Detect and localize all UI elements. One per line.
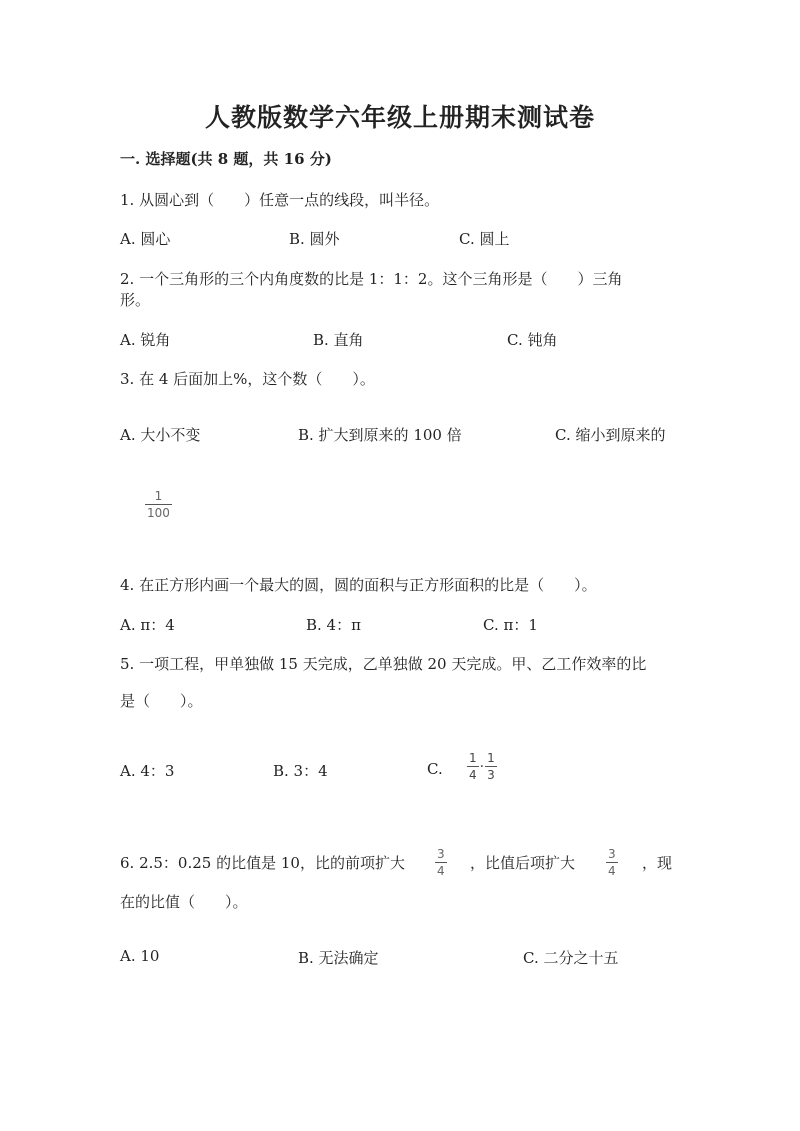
question-5-option-a[interactable]: A. 4：3: [120, 762, 175, 780]
fraction-denominator: 100: [147, 506, 170, 520]
fraction-numerator: 1: [154, 489, 163, 503]
question-6-option-b[interactable]: B. 无法确定: [298, 949, 379, 967]
question-6-fraction-1: [435, 848, 447, 877]
question-4-text: 4. 在正方形内画一个最大的圆，圆的面积与正方形面积的比是（ ）。: [120, 576, 597, 594]
fraction-numerator: 1: [487, 751, 495, 765]
question-3-option-a[interactable]: A. 大小不变: [120, 426, 201, 444]
fraction-denominator: 4: [437, 864, 445, 878]
fraction-numerator: 3: [608, 847, 616, 861]
fraction-one-quarter: [467, 752, 479, 781]
question-6-text-part1: 6. 2.5：0.25 的比值是 10，比的前项扩大: [120, 854, 405, 872]
page-title: 人教版数学六年级上册期末测试卷: [204, 103, 595, 132]
question-5-text-line2: 是（ ）。: [120, 692, 203, 710]
question-1-option-c[interactable]: C. 圆上: [459, 230, 510, 248]
question-3-text: 3. 在 4 后面加上%，这个数（ ）。: [120, 370, 375, 388]
question-6-fraction-2: [606, 848, 618, 877]
fraction-denominator: 4: [608, 864, 616, 878]
question-5-option-b[interactable]: B. 3：4: [273, 762, 328, 780]
fraction-denominator: 3: [487, 768, 495, 782]
question-3-option-c[interactable]: C. 缩小到原来的: [555, 426, 666, 444]
question-5-text-line1: 5. 一项工程，甲单独做 15 天完成，乙单独做 20 天完成。甲、乙工作效率的比: [120, 655, 647, 673]
question-2-option-c[interactable]: C. 钝角: [507, 331, 558, 349]
question-3-option-c-fraction: [145, 490, 172, 519]
question-1-option-b[interactable]: B. 圆外: [289, 230, 340, 248]
question-6-text-part2: ，比值后项扩大: [470, 854, 576, 872]
question-4-option-b[interactable]: B. 4：π: [306, 616, 361, 634]
question-2-text-line1: 2. 一个三角形的三个内角度数的比是 1：1：2。这个三角形是（ ）三角: [120, 270, 623, 288]
question-4-option-c[interactable]: C. π：1: [483, 616, 538, 634]
fraction-one-third: [485, 752, 497, 781]
fraction-numerator: 3: [437, 847, 445, 861]
section-heading: 一. 选择题(共 8 题，共 16 分): [120, 150, 332, 168]
question-6-option-c[interactable]: C. 二分之十五: [523, 949, 619, 967]
question-5-option-c-expression: [467, 752, 497, 781]
question-6-text-part3: ，现: [642, 854, 673, 872]
question-6-text-line2: 在的比值（ ）。: [120, 893, 248, 911]
multiply-dot-icon: ·: [479, 758, 485, 775]
question-2-option-b[interactable]: B. 直角: [313, 331, 364, 349]
fraction-numerator: 1: [469, 751, 477, 765]
question-1-text: 1. 从圆心到（ ）任意一点的线段，叫半径。: [120, 191, 440, 209]
question-2-option-a[interactable]: A. 锐角: [120, 331, 171, 349]
question-5-option-c[interactable]: C.: [427, 760, 443, 778]
question-2-text-line2: 形。: [120, 291, 151, 309]
question-1-option-a[interactable]: A. 圆心: [120, 230, 171, 248]
fraction-denominator: 4: [469, 768, 477, 782]
question-3-option-b[interactable]: B. 扩大到原来的 100 倍: [298, 426, 462, 444]
question-4-option-a[interactable]: A. π：4: [120, 616, 175, 634]
question-6-option-a[interactable]: A. 10: [120, 947, 160, 965]
